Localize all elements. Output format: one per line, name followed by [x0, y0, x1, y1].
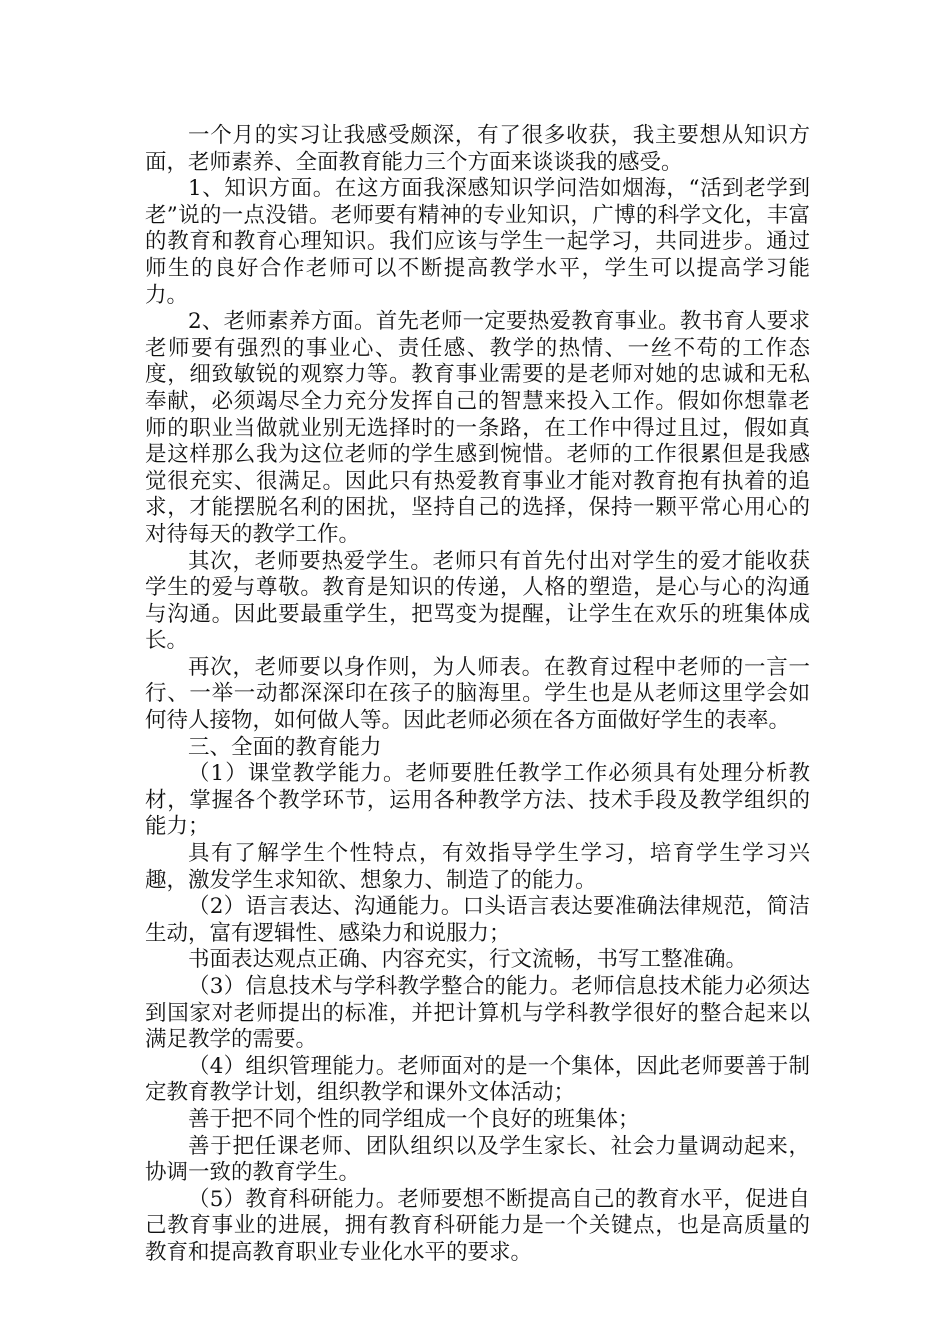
paragraph-teaching-ability: （1）课堂教学能力。老师要胜任教学工作必须具有处理分析教材，掌握各个教学环节，运用各种教学方法、技术手段及教学组织的能力；: [145, 761, 810, 840]
paragraph-role-model: 再次，老师要以身作则，为人师表。在教育过程中老师的一言一行、一举一动都深深印在孩子的脑海里。学生也是从老师这里学会如何待人接物，如何做人等。因此老师必须在各方面做好学生的表率。: [145, 654, 810, 734]
paragraph-written-expression: 书面表达观点正确、内容充实，行文流畅，书写工整准确。: [188, 947, 748, 973]
paragraph-coordination: 善于把任课老师、团队组织以及学生家长、社会力量调动起来，协调一致的教育学生。: [145, 1133, 810, 1186]
paragraph-research-ability: （5）教育科研能力。老师要想不断提高自己的教育水平，促进自己教育事业的进展，拥有教育科研能力是一个关键点，也是高质量的教育和提高教育职业专业化水平的要求。: [145, 1186, 810, 1265]
paragraph-language-ability: （2）语言表达、沟通能力。口头语言表达要准确法律规范，简洁生动，富有逻辑性、感染力和说服力；: [145, 894, 810, 946]
paragraph-love-students: 其次，老师要热爱学生。老师只有首先付出对学生的爱才能收获学生的爱与尊敬。教育是知识的传递，人格的塑造，是心与心的沟通与沟通。因此要最重学生，把骂变为提醒，让学生在欢乐的班集体成长。: [145, 548, 810, 654]
paragraph-intro: 一个月的实习让我感受颇深，有了很多收获，我主要想从知识方面，老师素养、全面教育能力三个方面来谈谈我的感受。: [145, 123, 810, 175]
paragraph-knowledge: 1、知识方面。在这方面我深感知识学问浩如烟海，“活到老学到老”说的一点没错。老师要有精神的专业知识，广博的科学文化，丰富的教育和教育心理知识。我们应该与学生一起学习，共同进步。通过师生的良好合作老师可以不断提高教学水平，学生可以提高学习能力。: [145, 176, 810, 308]
paragraph-management-ability: （4）组织管理能力。老师面对的是一个集体，因此老师要善于制定教育教学计划，组织教学和课外文体活动；: [145, 1053, 810, 1106]
section-heading-ability: 三、全面的教育能力: [188, 734, 382, 760]
paragraph-teacher-quality: 2、老师素养方面。首先老师一定要热爱教育事业。教书育人要求老师要有强烈的事业心、责任感、教学的热情、一丝不苟的工作态度，细致敏锐的观察力等。教育事业需要的是老师对她的忠诚和无私奉献，必须竭尽全力充分发挥自己的智慧来投入工作。假如你想靠老师的职业当做就业别无选择时的一条路，在工作中得过且过，假如真是这样那么我为这位老师的学生感到惋惜。老师的工作很累但是我感觉很充实、很满足。因此只有热爱教育事业才能对教育抱有执着的追求，才能摆脱名利的困扰，坚持自己的选择，保持一颗平常心用心的对待每天的教学工作。: [145, 309, 810, 547]
paragraph-class-group: 善于把不同个性的同学组成一个良好的班集体；: [188, 1106, 640, 1132]
paragraph-guidance: 具有了解学生个性特点，有效指导学生学习，培育学生学习兴趣，激发学生求知欲、想象力、制造了的能力。: [145, 841, 810, 893]
document-body: [145, 123, 810, 1267]
paragraph-it-integration: （3）信息技术与学科教学整合的能力。老师信息技术能力必须达到国家对老师提出的标准，并把计算机与学科教学很好的整合起来以满足教学的需要。: [145, 974, 810, 1053]
